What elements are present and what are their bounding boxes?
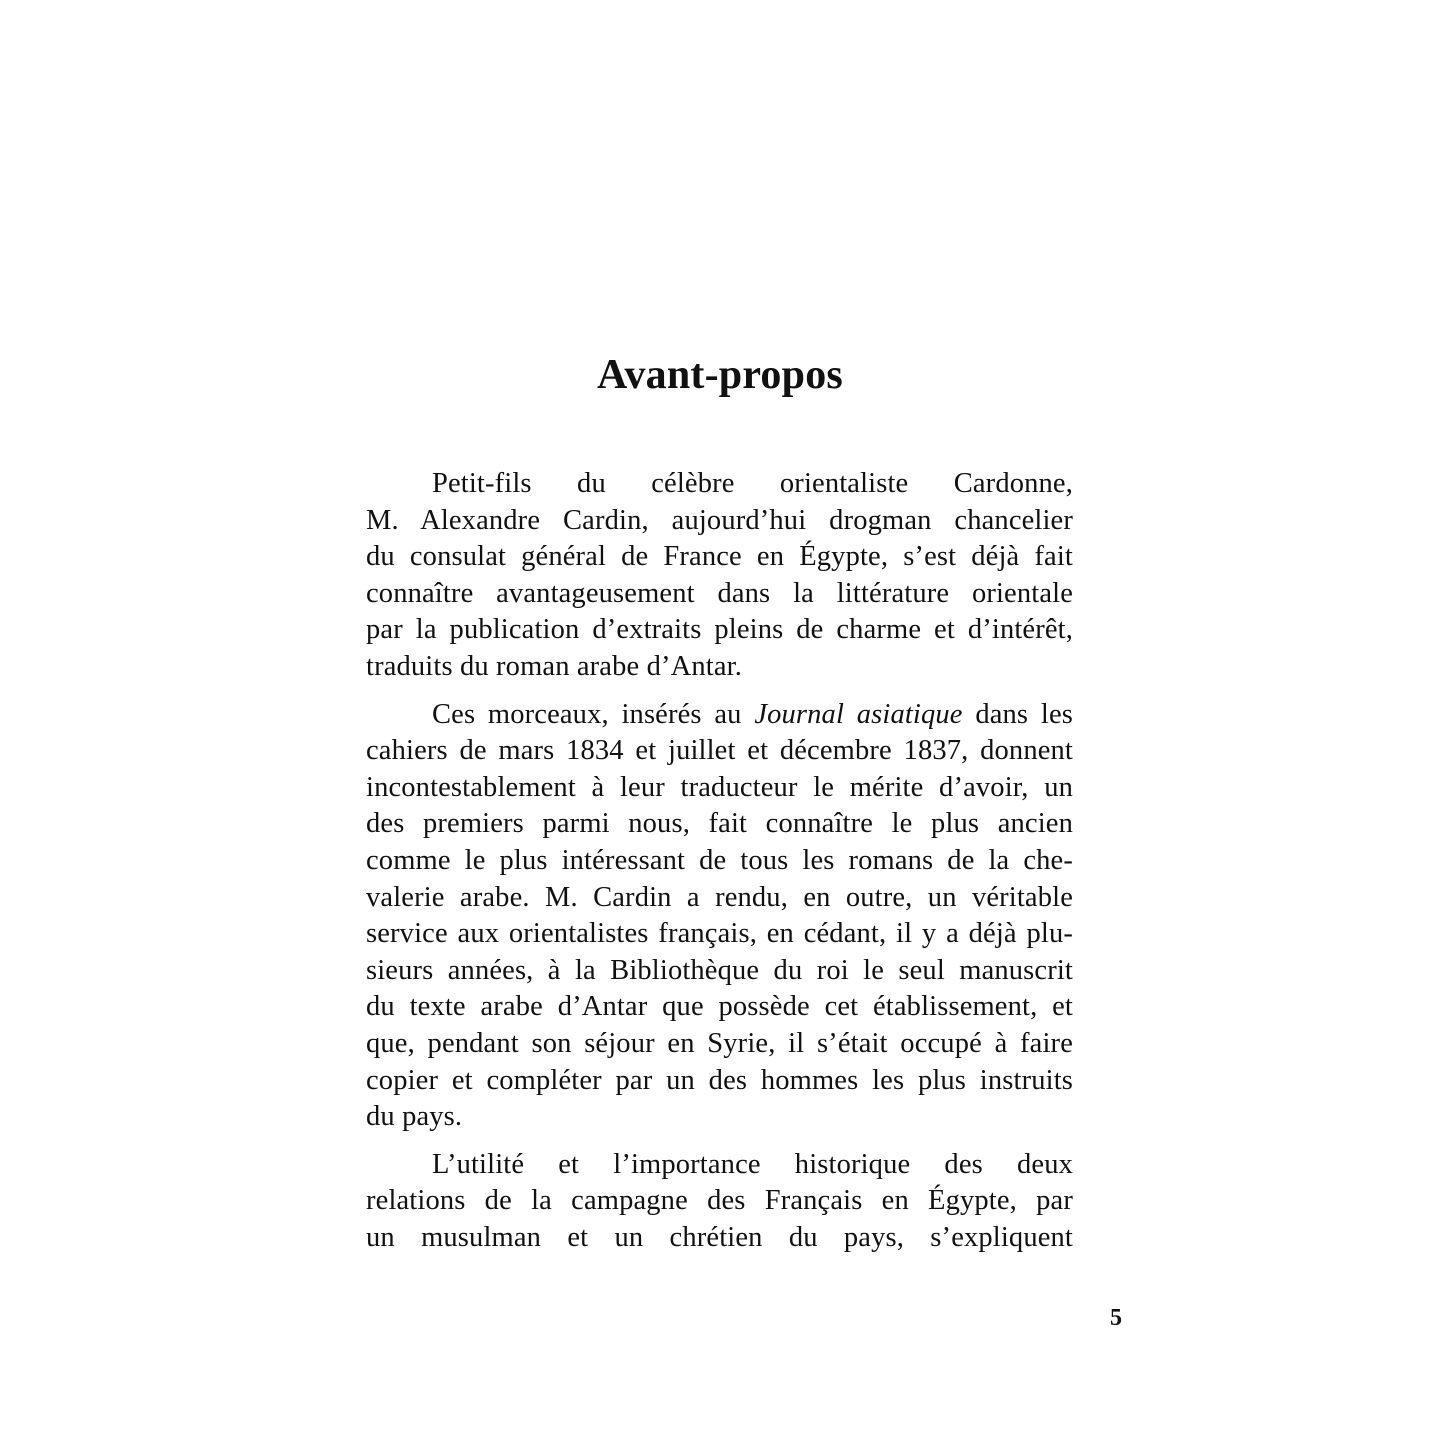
text-line: cahiers de mars 1834 et juillet et décembre 1837, donnent bbox=[366, 735, 1073, 767]
text-line: traduits du roman arabe d’Antar. bbox=[366, 650, 742, 682]
text-line: du consulat général de France en Égypte, s’est déjà fait bbox=[366, 541, 1073, 573]
text-line: sieurs années, à la Bibliothèque du roi le seul manuscrit bbox=[366, 954, 1073, 986]
text-line bbox=[366, 697, 1073, 734]
text-line: que, pendant son séjour en Syrie, il s’était occupé à faire bbox=[366, 1027, 1073, 1059]
italic-title: Journal asiatique bbox=[754, 698, 963, 730]
body-text bbox=[366, 466, 1073, 1267]
page-title: Avant-propos bbox=[597, 352, 843, 398]
text-line: service aux orientalistes français, en cédant, il y a déjà plu- bbox=[366, 918, 1073, 950]
text-line: un musulman et un chrétien du pays, s’expliquent bbox=[366, 1221, 1073, 1253]
text-line: valerie arabe. M. Cardin a rendu, en outre, un véritable bbox=[366, 881, 1073, 913]
text-line: du texte arabe d’Antar que possède cet établissement, et bbox=[366, 991, 1073, 1023]
text-line: relations de la campagne des Français en Égypte, par bbox=[366, 1185, 1073, 1217]
paragraph-1 bbox=[366, 466, 1073, 686]
text-segment: Ces morceaux, insérés au bbox=[432, 698, 755, 730]
text-line: Petit-fils du célèbre orientaliste Cardonne, bbox=[432, 468, 1073, 499]
text-line: incontestablement à leur traducteur le mérite d’avoir, un bbox=[366, 771, 1073, 803]
text-line: L’utilité et l’importance historique des deux bbox=[432, 1148, 1073, 1180]
text-segment: dans les bbox=[962, 698, 1073, 730]
paragraph-3 bbox=[366, 1147, 1073, 1257]
text-line: des premiers parmi nous, fait connaître le plus ancien bbox=[366, 808, 1073, 840]
text-line: connaître avantageusement dans la littérature orientale bbox=[366, 577, 1073, 609]
page-number: 5 bbox=[1110, 1305, 1122, 1331]
text-line: M. Alexandre Cardin, aujourd’hui drogman chancelier bbox=[366, 504, 1073, 536]
text-line: du pays. bbox=[366, 1101, 463, 1133]
paragraph-2 bbox=[366, 697, 1073, 1136]
text-line: comme le plus intéressant de tous les romans de la che- bbox=[366, 844, 1073, 876]
text-line: copier et compléter par un des hommes les plus instruits bbox=[366, 1064, 1073, 1096]
text-line: par la publication d’extraits pleins de charme et d’intérêt, bbox=[366, 614, 1073, 646]
